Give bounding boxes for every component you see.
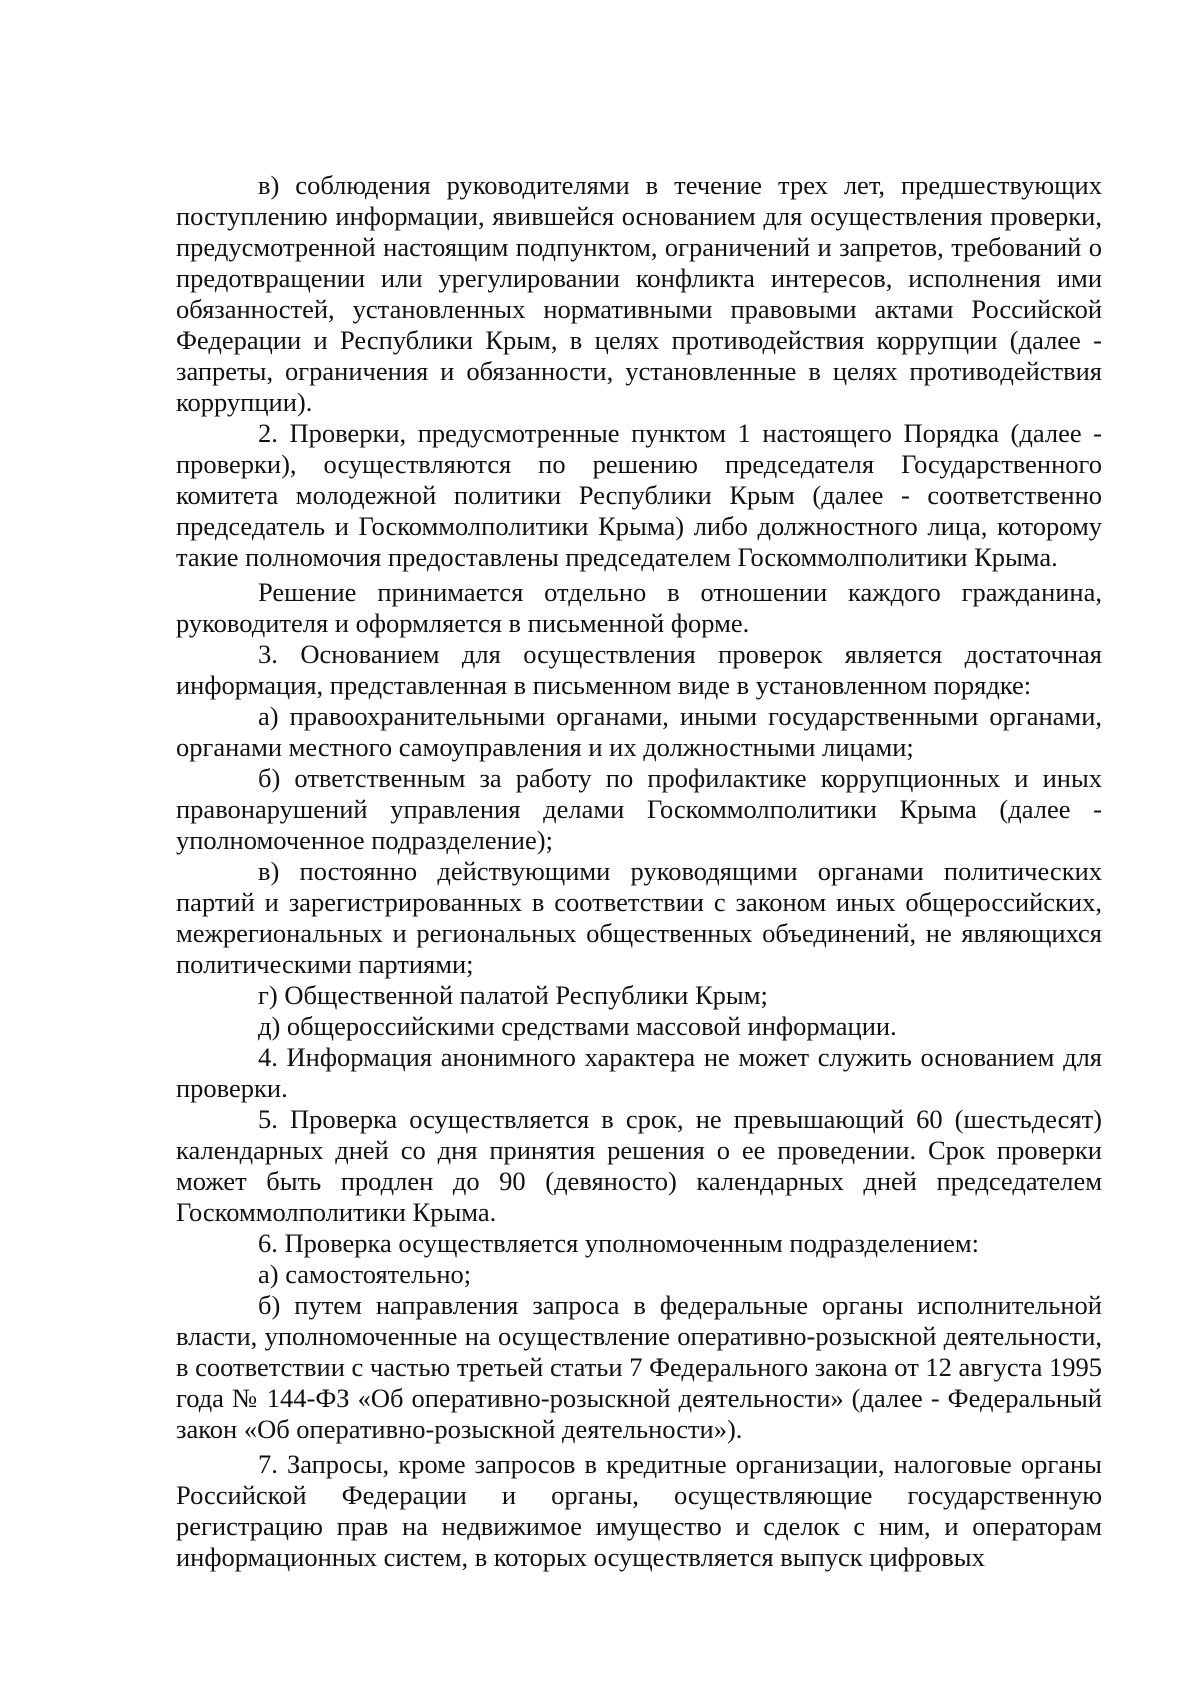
paragraph-6b-request: б) путем направления запроса в федеральные органы исполнительной власти, уполномоченные на осуществление оперативно-розыскной деятельности, в соответствии с частью третьей статьи 7 Федерального закона от 12 августа 1995 года № 144-ФЗ «Об оперативно-розыскной деятельности» (далее - Федеральный закон «Об оперативно-розыскной деятельности»). [176,1290,1102,1444]
paragraph-3-grounds: 3. Основанием для осуществления проверок является достаточная информация, представленная в письменном виде в установленном порядке: [176,639,1102,700]
paragraph-6a-independently: а) самостоятельно; [258,1259,472,1289]
paragraph-decision: Решение принимается отдельно в отношении каждого гражданина, руководителя и оформляется в письменной форме. [176,577,1102,638]
document-body [176,170,1102,1573]
paragraph-3a-law-enforcement: а) правоохранительными органами, иными государственными органами, органами местного самоуправления и их должностными лицами; [176,701,1102,762]
paragraph-3d-mass-media: д) общероссийскими средствами массовой информации. [258,1011,897,1041]
paragraph-3v-compliance: в) соблюдения руководителями в течение трех лет, предшествующих поступлению информации, явившейся основанием для осуществления проверки, предусмотренной настоящим подпунктом, ограничений и запретов, требований о предотвращении или урегулировании конфликта интересов, исполнения ими обязанностей, установленных нормативными правовыми актами Российской Федерации и Республики Крым, в целях противодействия коррупции (далее - запреты, ограничения и обязанности, установленные в целях противодействия коррупции). [176,170,1102,417]
paragraph-2-checks: 2. Проверки, предусмотренные пунктом 1 настоящего Порядка (далее - проверки), осуществляются по решению председателя Государственного комитета молодежной политики Республики Крым (далее - соответственно председатель и Госкоммолполитики Крыма) либо должностного лица, которому такие полномочия предоставлены председателем Госкоммолполитики Крыма. [176,418,1102,572]
paragraph-4-anonymous: 4. Информация анонимного характера не может служить основанием для проверки. [176,1042,1102,1103]
paragraph-3b-responsible-unit: б) ответственным за работу по профилактике коррупционных и иных правонарушений управления делами Госкоммолполитики Крыма (далее - уполномоченное подразделение); [176,763,1102,855]
paragraph-6-performed-by: 6. Проверка осуществляется уполномоченным подразделением: [258,1228,980,1258]
paragraph-7-requests: 7. Запросы, кроме запросов в кредитные организации, налоговые органы Российской Федерации и органы, осуществляющие государственную регистрацию прав на недвижимое имущество и сделок с ним, и операторам информационных систем, в которых осуществляется выпуск цифровых [176,1449,1102,1572]
paragraph-3v-political-parties: в) постоянно действующими руководящими органами политических партий и зарегистрированных в соответствии с законом иных общероссийских, межрегиональных и региональных общественных объединений, не являющихся политическими партиями; [176,856,1102,979]
paragraph-5-term: 5. Проверка осуществляется в срок, не превышающий 60 (шестьдесят) календарных дней со дня принятия решения о ее проведении. Срок проверки может быть продлен до 90 (девяносто) календарных дней председателем Госкоммолполитики Крыма. [176,1104,1102,1227]
paragraph-3g-public-chamber: г) Общественной палатой Республики Крым; [258,980,768,1010]
